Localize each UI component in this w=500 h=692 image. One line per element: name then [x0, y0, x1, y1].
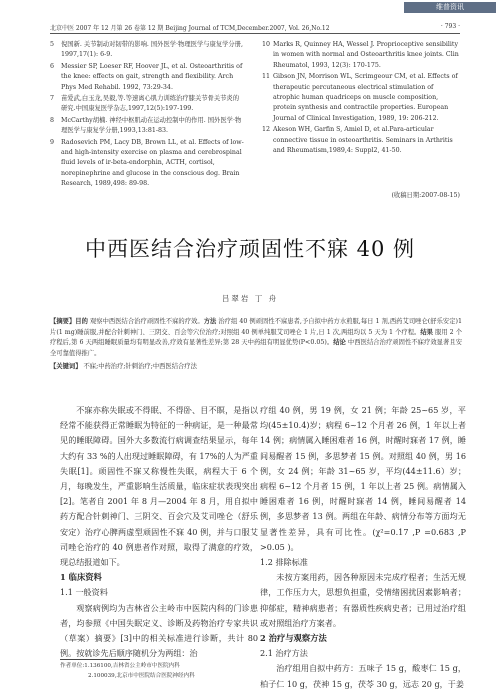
- subsection-heading-general-data: 1.1 一般资料: [60, 587, 108, 598]
- reference-item: 10 Marks R, Quinney HA, Wessel J. Proprioceptive sensibility in women with normal and Osteoarthritis knee joints. Clin Rheumatol, 1993, 12(3): 170-175.: [262, 41, 459, 69]
- reference-item: 8 McCarthy胡楠. 神经中枢肌动在运动控制中的作用. 国外医学·物理医学与康复学分册,1993,13:81-83.: [50, 116, 242, 135]
- body-column-left: [60, 403, 258, 661]
- running-head: [50, 23, 460, 34]
- section-heading-clinical-data: 1 临床资料: [60, 572, 102, 583]
- page-number: · 793 ·: [440, 23, 460, 30]
- general-data-paragraph: 观察病例均为吉林省公主岭市中医院内科的门诊患者，均参照《中国失眠定义、诊断及药物治疗专家共识（草案）摘要》[3]中的相关标准进行诊断，共计 80 例。按就诊先后顺序随机分为两组：治: [60, 602, 258, 659]
- abstract-aim-label: 目的: [75, 318, 88, 325]
- reference-item: 7 苗爱武,白玉龙,吴毅,等.等速离心肌力训练治疗膝关节骨关节炎的研究.中国康复医学杂志,1997,12(5):197-199.: [50, 95, 240, 113]
- article-title: 中西医结合治疗顽固性不寐 40 例: [84, 237, 416, 261]
- reference-item: 12 Akeson WH, Garfin S, Amiel D, et al.Para-articular connective tissue in osteoarthritis. Seminars in Arthritis and Rheumatism,1989,4: Suppl2, 41-50.: [262, 126, 453, 155]
- received-date: (收稿日期:2007-08-15): [391, 192, 460, 199]
- abstract-result: 服用 2 个疗程后,第 6 天两组睡眠质量均有明显改善,疗效有显著性差异;第 28 天中药组有明显优势(P<0.05)。: [50, 328, 463, 346]
- references-left: [50, 40, 245, 191]
- abstract-aim: 观察中西医结合治疗顽固性不寐的疗效。: [87, 318, 204, 325]
- footnote-rule: [60, 659, 130, 660]
- reference-item: 11 Gibson JN, Morrison WL, Scrimgeour CM, et al. Effects of therapeutic percutaneous electrical stimulation of atrophic human quadriceps on muscle composition, protein synthesis and contractile properties. European Journal of Clinical Investigation, 1989, 19: 206-212.: [262, 73, 458, 122]
- reference-item: 5 倪国新. 关节制动对韧带的影响. 国外医学·物理医学与康复学分册, 1997,17(1): 6-9.: [50, 41, 244, 59]
- intro-paragraph: 不寐亦称失眠或不得眠、不得卧、目不瞑，是指以经常不能获得正常睡眠为特征的一种病证，是一种最常见的睡眠障碍。国外大多数流行病调查结果显示，每年大约有 33 %的人出现过睡眠障碍，有 17%的人为严重失眠[1]。顽固性不寐又称慢性失眠，病程大于 6 个月，每晚发生，严重影响生活质量，临床症状表现突出[2]。笔者自 2001 年 8 月—2004 年 8 月，用自拟中药方配合针刺神门、三阴交、百会穴及艾司唑仑（舒乐安定）治疗心脾两虚型顽固性不寐 40 例，并与口服艾司唑仑治疗的 40 例患者作对照，取得了满意的疗效，现总结报道如下。: [60, 405, 258, 568]
- abstract-method-label: 方法: [203, 318, 217, 325]
- abstract-conclusion: 中西医结合治疗顽固性不寐疗效显著且安全可靠值得推广。: [50, 339, 462, 357]
- watermark-stamp: 维普资讯 http://www.cqvip.com: [404, 2, 496, 13]
- subsection-heading-exclusion: 1.2 排除标准: [260, 557, 308, 568]
- abstract: [50, 317, 462, 359]
- group-stats-paragraph: 疗组 40 例，男 19 例，女 21 例；年龄 25~65 岁，平均(45±10.4)岁；病程 6~12 个月者 26 例，1 年以上者 14 例；病情属入睡困难者 16 例，时醒时寐者 17 例，睡间易醒者 15 例，多思梦者 15 例。对照组 40 例，男 16 例，女 24 例；年龄 31~65 岁，平均(44±11.6）岁；病程 6~12 个月者 15 例，1 年以上者 25 例。病情属入睡困难者 16 例，时醒时寐者 14 例，睡间易醒者 14 例，多思梦者 13 例。两组在年龄、病情分布等方面均无显著性差异，具有可比性。(χ²=0.17 ,P =0.683 ,P >0.05 )。: [260, 405, 466, 552]
- running-head-journal: 北京中医 2007 年 12 月第 26 卷第 12 期 Beijing Journal of TCM,December.2007, Vol. 26,No.12: [50, 25, 330, 32]
- author-affiliation-footnote: [60, 661, 260, 681]
- treatment-paragraph: 治疗组用自拟中药方：五味子 15 g，酸枣仁 15 g，柏子仁 10 g，茯神 15 g，茯苓 30 g，远志 20 g，于姜: [260, 663, 466, 689]
- exclusion-paragraph: 未按方案用药，因各种原因未完成疗程者；生活无规律，工作压力大，思想负担重，受情绪困扰因素影响者；抑郁症，精神病患者；有器质性疾病史者；已用过治疗组或对照组治疗方案者。: [260, 572, 466, 628]
- abstract-method: 治疗组 40 例顽固性不寐患者,予自拟中药方水煎服,每日 1 剂,西药艾司唑仑(舒乐安定)1 片(1 mg)睡前服,并配合针刺神门、三阴交、百会等穴位治疗;对照组 40 例单纯服艾司唑仑 1 片,日 1 次,两组均以 5 天为 1 个疗程。: [50, 318, 462, 336]
- abstract-result-label: 结果: [420, 328, 433, 336]
- body-column-right: [260, 403, 466, 692]
- article-authors: 吕翠岩 丁 舟: [221, 294, 279, 303]
- keywords: [50, 361, 462, 370]
- abstract-conclusion-label: 结论: [333, 339, 346, 346]
- reference-item: 9 Radosevich PM, Lacy DB, Brown LL, et al. Effects of low-and high-intensity exercise on plasma and cerebrospinal fluid levels of ir-beta-endorphin, ACTH, cortisol, norepinephrine and glucose in the conscious dog. Brain Research, 1989,498: 89-98.: [50, 138, 244, 188]
- subsection-heading-treatment-method: 2.1 治疗方法: [260, 648, 308, 659]
- abstract-label: 【摘要】: [50, 318, 76, 325]
- keywords-label: 【关键词】: [50, 363, 82, 370]
- section-heading-treatment: 2 治疗与观察方法: [260, 633, 327, 644]
- footnote-line: 作者单位:1.136100,吉林省公主岭市中医院内科: [60, 663, 180, 669]
- reference-item: 6 Messier SP, Loeser RF, Hoover JL, et al. Osteoarthritis of the knee: effects on gait, strength and flexibility. Arch Phys Med Rehabil. 1992, 73:29-34.: [50, 62, 243, 91]
- references-right: [262, 40, 462, 157]
- footnote-line: 2.100039,北京市中医院结合医院神经内科: [88, 673, 195, 679]
- keywords-text: 不寐;中药治疗;针刺治疗;中西医结合疗法: [81, 363, 197, 370]
